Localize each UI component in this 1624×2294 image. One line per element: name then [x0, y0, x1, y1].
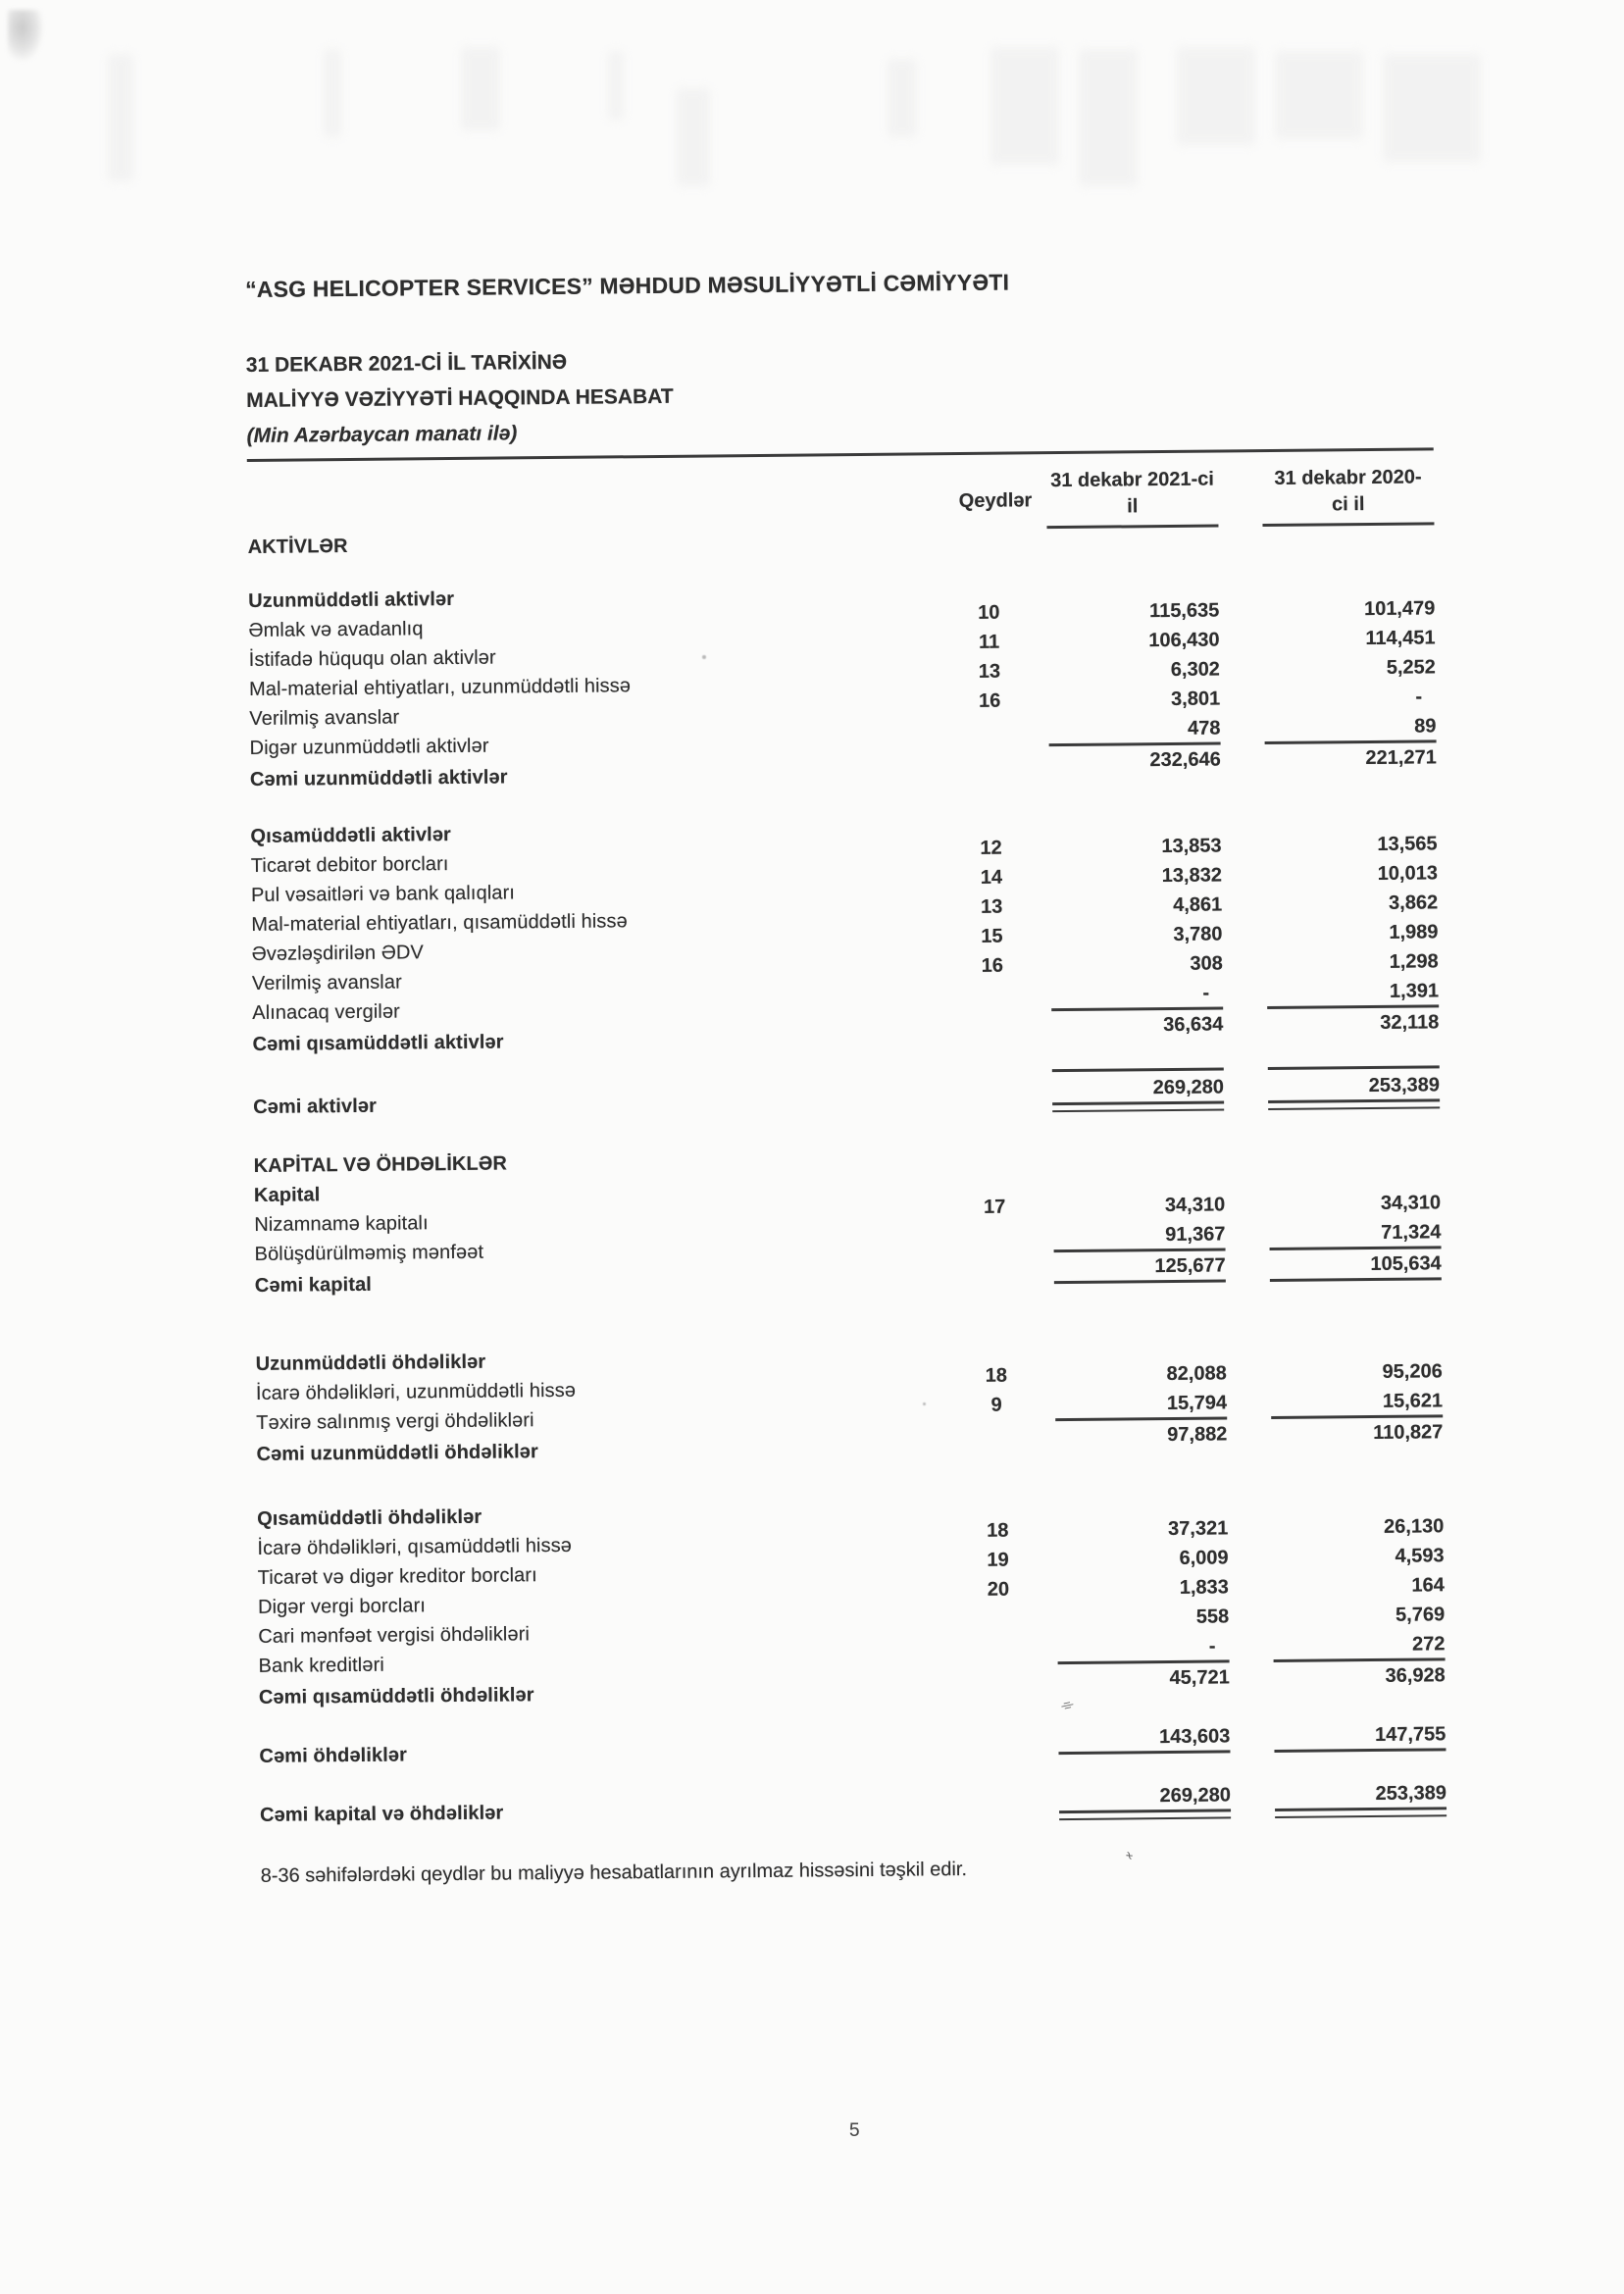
value-cell: 558: [1195, 1606, 1230, 1628]
company-name: “ASG HELICOPTER SERVICES” MƏHDUD MƏSULİYYƏTLİ CƏMİYYƏTI: [245, 269, 1010, 302]
rule-below: [1054, 1279, 1226, 1284]
note-cell: [956, 1803, 1044, 1804]
value-cell: 95,206: [1382, 1360, 1443, 1383]
value-cell: 91,367: [1039, 1223, 1225, 1248]
value-cell: 1,833: [1179, 1576, 1229, 1599]
pen-mark: ⌯: [1059, 1695, 1076, 1715]
note-cell: [946, 767, 1035, 768]
value-cell: 34,310: [1164, 1194, 1226, 1217]
rule-below: [1268, 1098, 1440, 1110]
row-label: Təxirə salınmış vergi öhdəlikləri: [256, 1409, 534, 1434]
rule-below: [1055, 1416, 1227, 1421]
row-label: İstifadə hüququ olan aktivlər: [248, 646, 496, 671]
note-cell: 12: [980, 837, 1002, 859]
row-label: İcarə öhdəlikləri, uzunmüddətli hissə: [255, 1379, 577, 1404]
pen-mark: ≁: [1121, 1848, 1139, 1863]
note-cell: [1354, 1348, 1443, 1349]
note-cell: 18: [987, 1519, 1009, 1542]
rule-below: [1270, 1277, 1442, 1282]
note-cell: [1346, 531, 1435, 532]
rule-below: [1058, 1750, 1230, 1755]
value-cell: 4,861: [1173, 893, 1223, 916]
statement-rows: [248, 525, 1447, 1836]
row-label: Cəmi uzunmüddətli aktivlər: [249, 766, 508, 790]
value-cell: 253,389: [1260, 1782, 1446, 1807]
note-cell: [955, 1744, 1043, 1745]
rule-below: [1049, 741, 1221, 746]
note-cell: [1352, 1179, 1441, 1180]
note-cell: 13: [978, 660, 1001, 683]
col-header-2020: 31 dekabr 2020- ci il: [1262, 464, 1435, 527]
value-cell: 13,853: [1161, 835, 1222, 858]
value-cell: 269,280: [1044, 1784, 1231, 1809]
col-header-2021: 31 dekabr 2021-ci il: [1046, 466, 1219, 529]
row-label: Alınacaq vergilər: [252, 1000, 400, 1024]
value-cell: 105,634: [1255, 1252, 1442, 1277]
value-cell: -: [1415, 686, 1423, 708]
value-cell: -: [1037, 982, 1223, 1006]
value-cell: 15,794: [1040, 1392, 1227, 1416]
column-headers: [247, 464, 1435, 536]
value-cell: 232,646: [1149, 748, 1221, 772]
value-cell: 34,310: [1380, 1192, 1442, 1214]
value-cell: 147,755: [1259, 1723, 1446, 1748]
note-cell: 11: [978, 631, 1000, 653]
col-header-notes: Qeydlər: [958, 489, 1033, 513]
value-cell: 5,252: [1386, 656, 1436, 679]
row-label: Qısamüddətli aktivlər: [250, 824, 451, 847]
note-cell: 16: [981, 954, 1004, 977]
note-cell: [951, 1273, 1040, 1274]
value-cell: 5,769: [1395, 1604, 1446, 1626]
row-label: Cəmi qısamüddətli aktivlər: [252, 1031, 504, 1055]
value-cell: 6,009: [1179, 1547, 1229, 1569]
row-label: Mal-material ehtiyatları, qısamüddətli hissə: [251, 910, 628, 936]
scan-smudge: [8, 10, 43, 61]
row-label: Uzunmüddətli öhdəliklər: [255, 1351, 486, 1375]
footer-note: 8-36 səhifələrdəki qeydlər bu maliyyə hesabatlarının ayrılmaz hissəsini təşkil edir.: [260, 1859, 968, 1887]
row-label: Ticarət debitor borcları: [250, 853, 449, 877]
value-cell: 3,780: [1173, 923, 1223, 945]
value-cell: 164: [1411, 1574, 1445, 1597]
note-cell: [946, 736, 1035, 737]
value-cell: 101,479: [1363, 597, 1436, 621]
rule-below: [1052, 1100, 1224, 1112]
row-label: Nizamnamə kapitalı: [254, 1212, 429, 1236]
value-cell: 125,677: [1040, 1254, 1226, 1279]
note-cell: 18: [985, 1364, 1008, 1387]
note-cell: [949, 1095, 1038, 1096]
value-cell: 253,389: [1253, 1074, 1440, 1098]
value-cell: 1,391: [1252, 980, 1439, 1004]
value-cell: 36,928: [1385, 1664, 1446, 1687]
row-label: Bank kreditləri: [258, 1654, 384, 1677]
report-subtitle: [246, 336, 1434, 454]
rule-below: [1270, 1246, 1442, 1250]
value-cell: 1,298: [1389, 950, 1439, 973]
row-label: Cəmi aktivlər: [253, 1095, 378, 1118]
rule-below: [1054, 1248, 1226, 1252]
value-cell: 13,565: [1377, 833, 1438, 855]
note-cell: [954, 1624, 1042, 1625]
row-label: Cari mənfəət vergisi öhdəlikləri: [258, 1623, 531, 1648]
note-cell: 19: [987, 1549, 1009, 1571]
row-label: Digər uzunmüddətli aktivlər: [249, 735, 489, 759]
row-label: İcarə öhdəlikləri, qısamüddətli hissə: [257, 1534, 573, 1559]
rule-below: [1271, 1414, 1443, 1419]
rule-below: [1275, 1807, 1446, 1818]
value-cell: 82,088: [1166, 1362, 1227, 1386]
row-label: AKTİVLƏR: [247, 535, 348, 558]
value-cell: -: [1042, 1635, 1229, 1659]
value-cell: 89: [1249, 715, 1436, 739]
value-cell: 37,321: [1168, 1517, 1229, 1541]
row-label: Digər vergi borcları: [257, 1595, 427, 1618]
value-cell: 269,280: [1038, 1076, 1224, 1100]
row-label: KAPİTAL VƏ ÖHDƏLİKLƏR: [253, 1152, 508, 1177]
note-cell: [950, 1242, 1039, 1243]
value-cell: 97,882: [1167, 1423, 1228, 1447]
row-label: Verilmiş avanslar: [249, 706, 400, 730]
row-label: Verilmiş avanslar: [251, 971, 402, 994]
note-cell: [955, 1685, 1043, 1686]
report-date-line: 31 DEKABR 2021-Cİ İL TARİXİNƏ: [245, 350, 568, 377]
value-cell: 6,302: [1170, 658, 1220, 681]
value-cell: 478: [1034, 717, 1220, 741]
value-cell: 308: [1190, 952, 1223, 975]
rule-below: [1051, 1006, 1223, 1011]
value-cell: 4,593: [1395, 1545, 1445, 1567]
note-cell: [1355, 1503, 1444, 1504]
rule-below: [1058, 1659, 1230, 1664]
note-cell: 10: [978, 601, 1000, 624]
value-cell: 13,832: [1161, 864, 1223, 888]
note-cell: 9: [990, 1394, 1002, 1416]
row-label: Pul vəsaitləri və bank qalıqları: [250, 882, 516, 906]
value-cell: 26,130: [1384, 1515, 1445, 1538]
value-cell: 114,451: [1365, 627, 1436, 650]
row-label: Ticarət və digər kreditor borcları: [257, 1564, 537, 1589]
rule-below: [1059, 1809, 1231, 1820]
row-label: Qısamüddətli öhdəliklər: [257, 1505, 482, 1530]
value-cell: 143,603: [1043, 1725, 1230, 1750]
value-cell: 272: [1258, 1633, 1445, 1657]
rule-below: [1267, 1004, 1439, 1009]
rule-below: [1274, 1657, 1446, 1662]
value-cell: 10,013: [1377, 862, 1439, 885]
rule-below: [1265, 739, 1437, 744]
row-label: Mal-material ehtiyatları, uzunmüddətli hissə: [248, 675, 632, 700]
note-cell: [948, 1000, 1037, 1001]
value-cell: 71,324: [1254, 1221, 1441, 1246]
row-label: Uzunmüddətli aktivlər: [248, 587, 455, 612]
report-title-line: MALİYYƏ VƏZİYYƏTİ HAQQINDA HESABAT: [246, 384, 674, 412]
note-cell: [952, 1442, 1040, 1443]
value-cell: 3,801: [1171, 688, 1221, 710]
value-cell: 1,989: [1389, 921, 1439, 943]
note-cell: 15: [981, 925, 1003, 947]
units-line: (Min Azərbaycan manatı ilə): [246, 422, 518, 447]
note-cell: 20: [987, 1578, 1010, 1601]
row-label: Əmlak və avadanlıq: [248, 618, 424, 641]
value-cell: 3,862: [1389, 892, 1439, 914]
row-label: Cəmi uzunmüddətli öhdəliklər: [256, 1441, 538, 1465]
financial-statement: [245, 265, 1447, 1888]
value-cell: 110,827: [1373, 1421, 1444, 1445]
note-cell: [948, 1032, 1037, 1033]
value-cell: 15,621: [1256, 1390, 1443, 1414]
value-cell: 45,721: [1169, 1666, 1230, 1690]
note-cell: [955, 1654, 1043, 1655]
row-label: Cəmi qısamüddətli öhdəliklər: [258, 1684, 534, 1708]
row-label: Cəmi öhdəliklər: [259, 1744, 408, 1767]
row-label: Bölüşdürülməmiş mənfəət: [254, 1241, 484, 1265]
note-cell: 17: [983, 1196, 1006, 1218]
note-cell: 14: [980, 866, 1003, 889]
page-number: 5: [849, 2120, 860, 2141]
note-cell: 16: [978, 689, 1001, 712]
row-label: Cəmi kapital və öhdəliklər: [259, 1802, 504, 1826]
rule-below: [1274, 1748, 1446, 1753]
note-cell: [1346, 585, 1435, 586]
value-cell: 106,430: [1148, 629, 1220, 652]
value-cell: 115,635: [1149, 599, 1220, 623]
row-label: Kapital: [253, 1184, 321, 1206]
value-cell: 221,271: [1365, 746, 1437, 770]
value-cell: 32,118: [1380, 1011, 1440, 1034]
note-cell: 13: [980, 895, 1003, 918]
row-label: Cəmi kapital: [254, 1273, 373, 1297]
value-cell: 36,634: [1163, 1013, 1224, 1037]
note-cell: [1348, 820, 1437, 821]
row-label: Əvəzləşdirilən ƏDV: [251, 942, 425, 965]
note-cell: [1352, 1149, 1441, 1150]
